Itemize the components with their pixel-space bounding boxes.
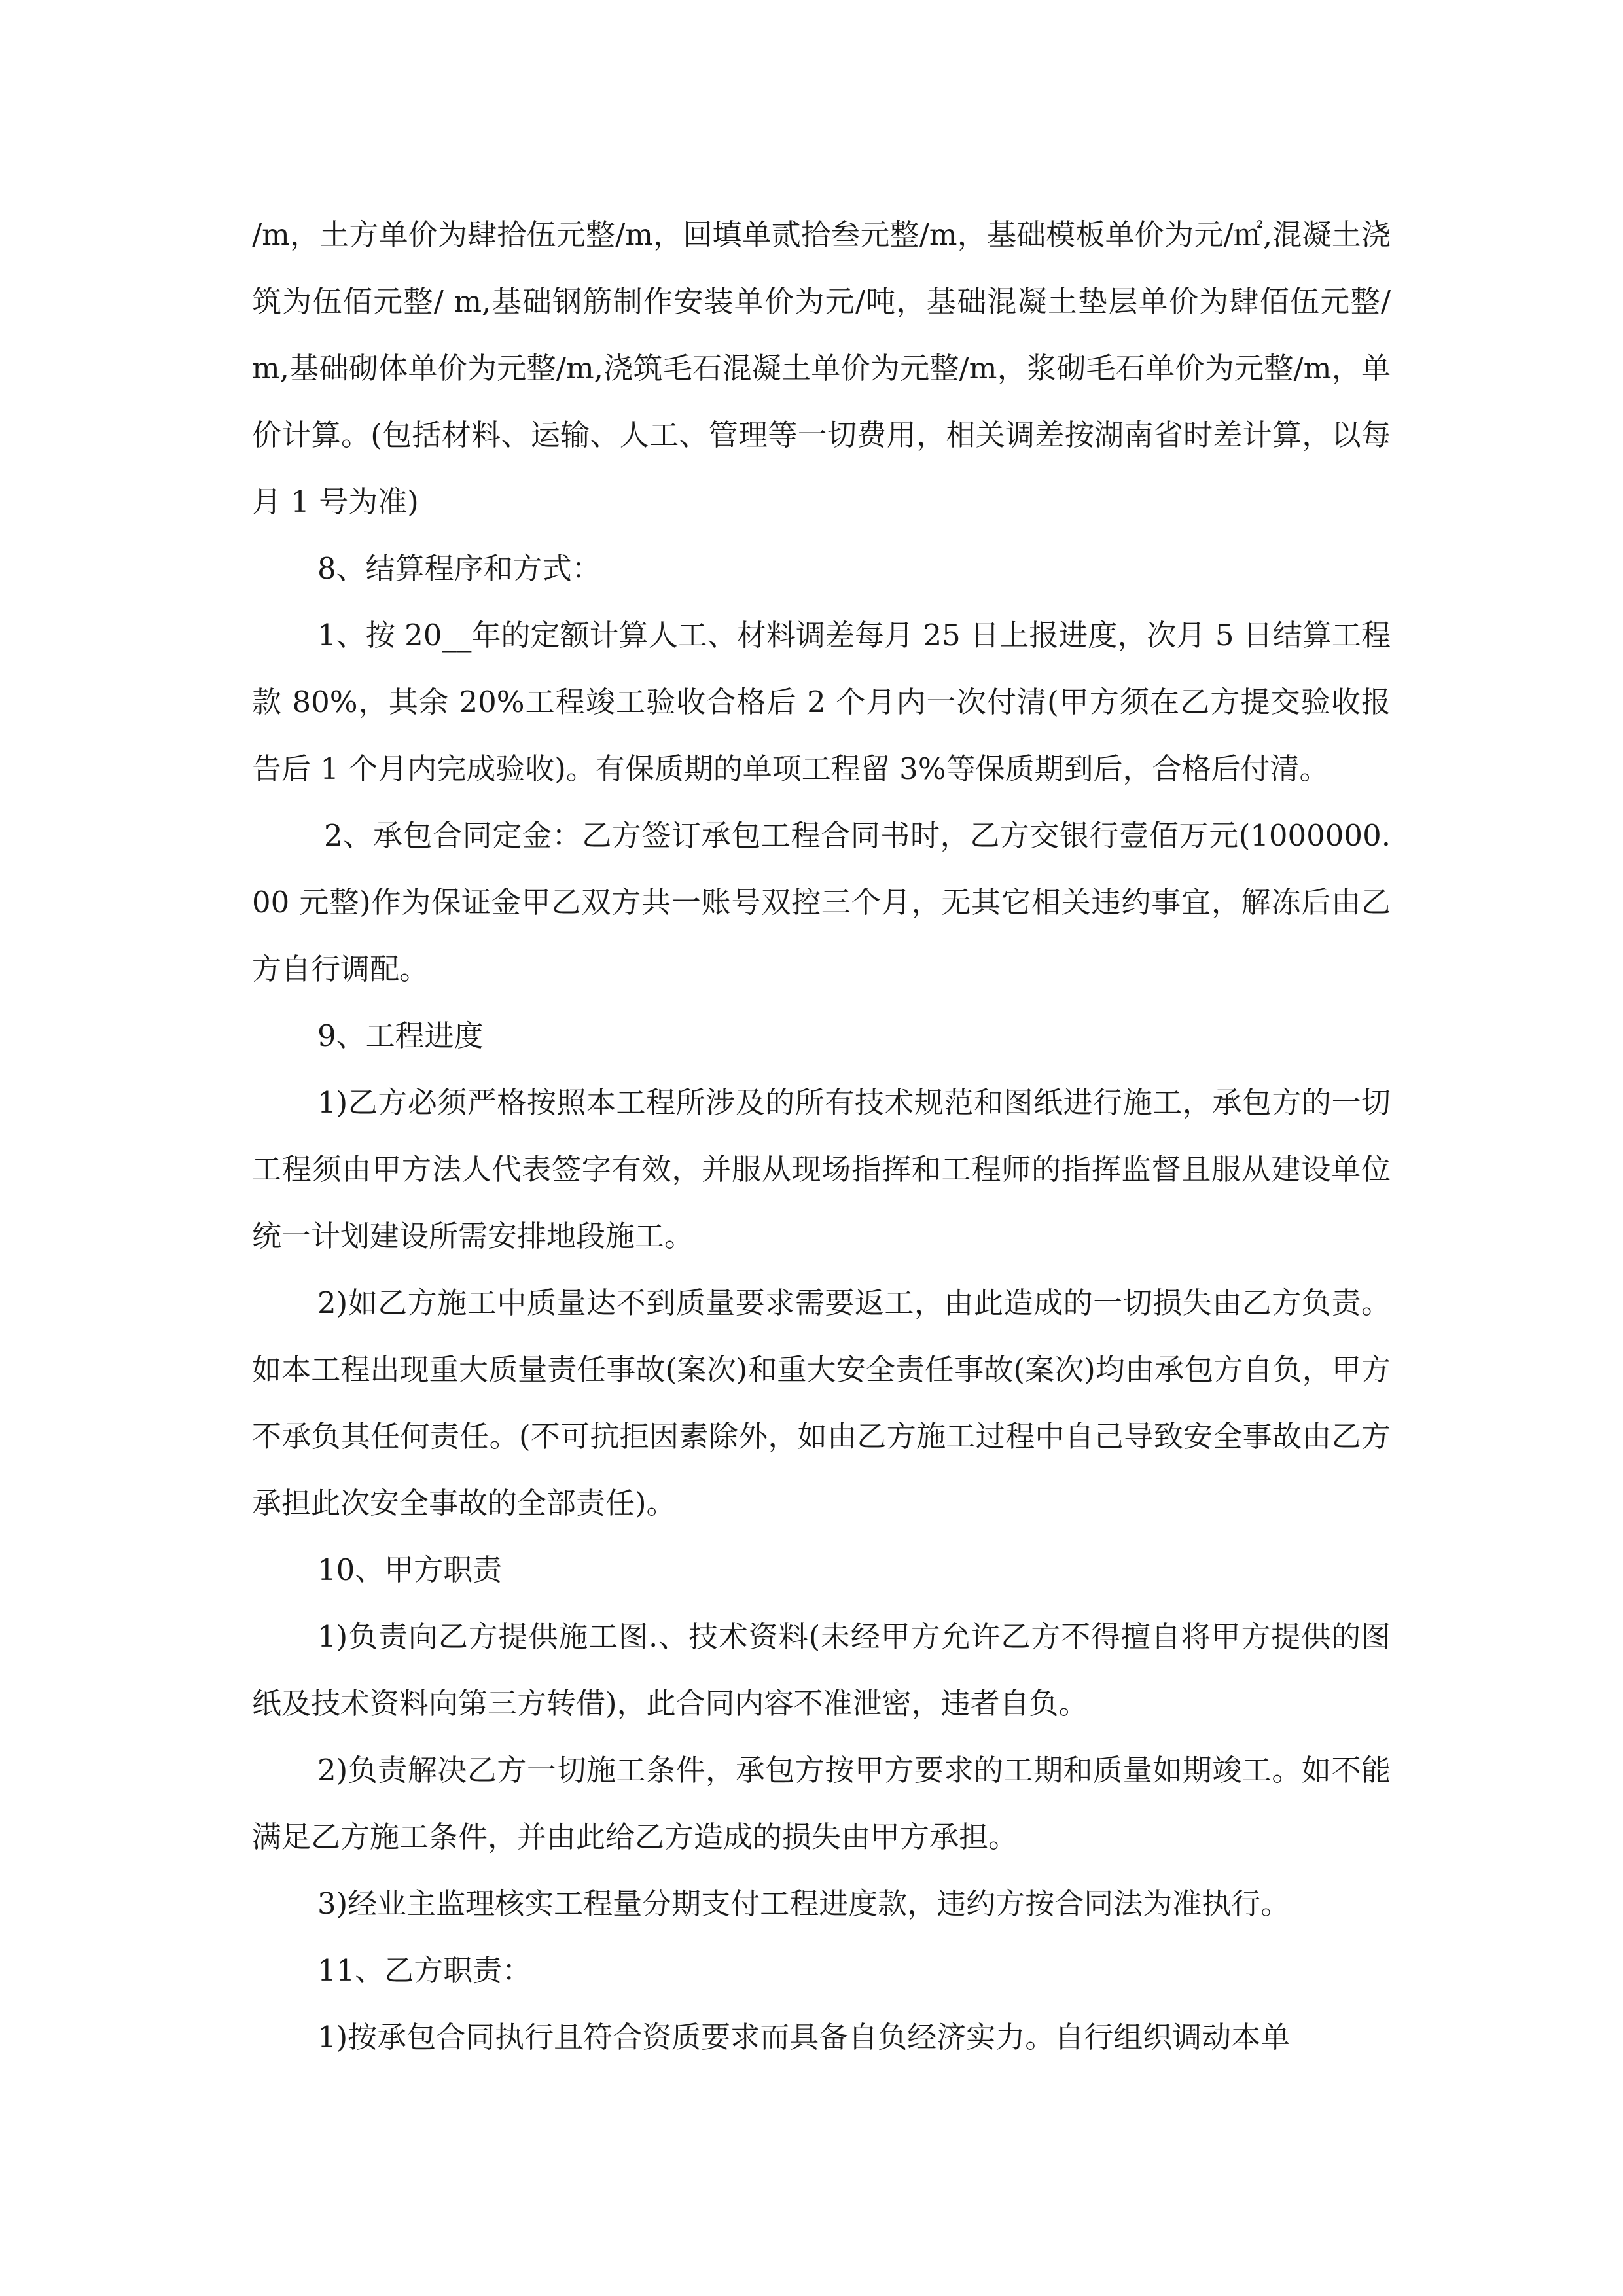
- paragraph-party-a-2: 2)负责解决乙方一切施工条件，承包方按甲方要求的工期和质量如期竣工。如不能满足乙方施工条件，并由此给乙方造成的损失由甲方承担。: [252, 1753, 1391, 1854]
- paragraph-progress-1: 1)乙方必须严格按照本工程所涉及的所有技术规范和图纸进行施工，承包方的一切工程须由甲方法人代表签字有效，并服从现场指挥和工程师的指挥监督且服从建设单位统一计划建设所需安排地段施工。: [252, 1085, 1391, 1253]
- section-heading-party-b: 11、乙方职责：: [317, 1953, 532, 1988]
- paragraph-party-a-3: 3)经业主监理核实工程量分期支付工程进度款，违约方按合同法为准执行。: [317, 1886, 1291, 1921]
- paragraph-settlement-1: 1、按 20__年的定额计算人工、材料调差每月 25 日上报进度，次月 5 日结算工程款 80%，其余 20%工程竣工验收合格后 2 个月内一次付清(甲方须在乙方提交验收报告后 1 个月内完成验收)。有保质期的单项工程留 3%等保质期到后，合格后付清。: [252, 618, 1391, 786]
- paragraph-unit-prices: /m，土方单价为肆拾伍元整/m，回填单贰拾叁元整/m，基础模板单价为元/㎡,混凝土浇筑为伍佰元整/ m,基础钢筋制作安装单价为元/吨，基础混凝土垫层单价为肆佰伍元整/ m,基础砌体单价为元整/m,浇筑毛石混凝土单价为元整/m，浆砌毛石单价为元整/m，单价计算。(包括材料、运输、人工、管理等一切费用，相关调差按湖南省时差计算，以每月 1 号为准): [252, 217, 1400, 519]
- paragraph-party-a-1: 1)负责向乙方提供施工图.、技术资料(未经甲方允许乙方不得擅自将甲方提供的图纸及技术资料向第三方转借)，此合同内容不准泄密，违者自负。: [252, 1619, 1391, 1721]
- document-body: [252, 202, 1400, 2071]
- paragraph-progress-2: 2)如乙方施工中质量达不到质量要求需要返工，由此造成的一切损失由乙方负责。如本工程出现重大质量责任事故(案次)和重大安全责任事故(案次)均由承包方自负，甲方不承负其任何责任。(不可抗拒因素除外，如由乙方施工过程中自己导致安全事故由乙方承担此次安全事故的全部责任)。: [252, 1285, 1391, 1520]
- section-heading-party-a: 10、甲方职责: [317, 1552, 503, 1587]
- paragraph-settlement-2: 2、承包合同定金：乙方签订承包工程合同书时，乙方交银行壹佰万元(1000000.00 元整)作为保证金甲乙双方共一账号双控三个月，无其它相关违约事宜，解冻后由乙方自行调配。: [252, 818, 1391, 986]
- section-heading-settlement: 8、结算程序和方式：: [317, 551, 601, 586]
- section-heading-progress: 9、工程进度: [317, 1018, 484, 1053]
- paragraph-party-b-1: 1)按承包合同执行且符合资质要求而具备自负经济实力。自行组织调动本单: [317, 2020, 1291, 2054]
